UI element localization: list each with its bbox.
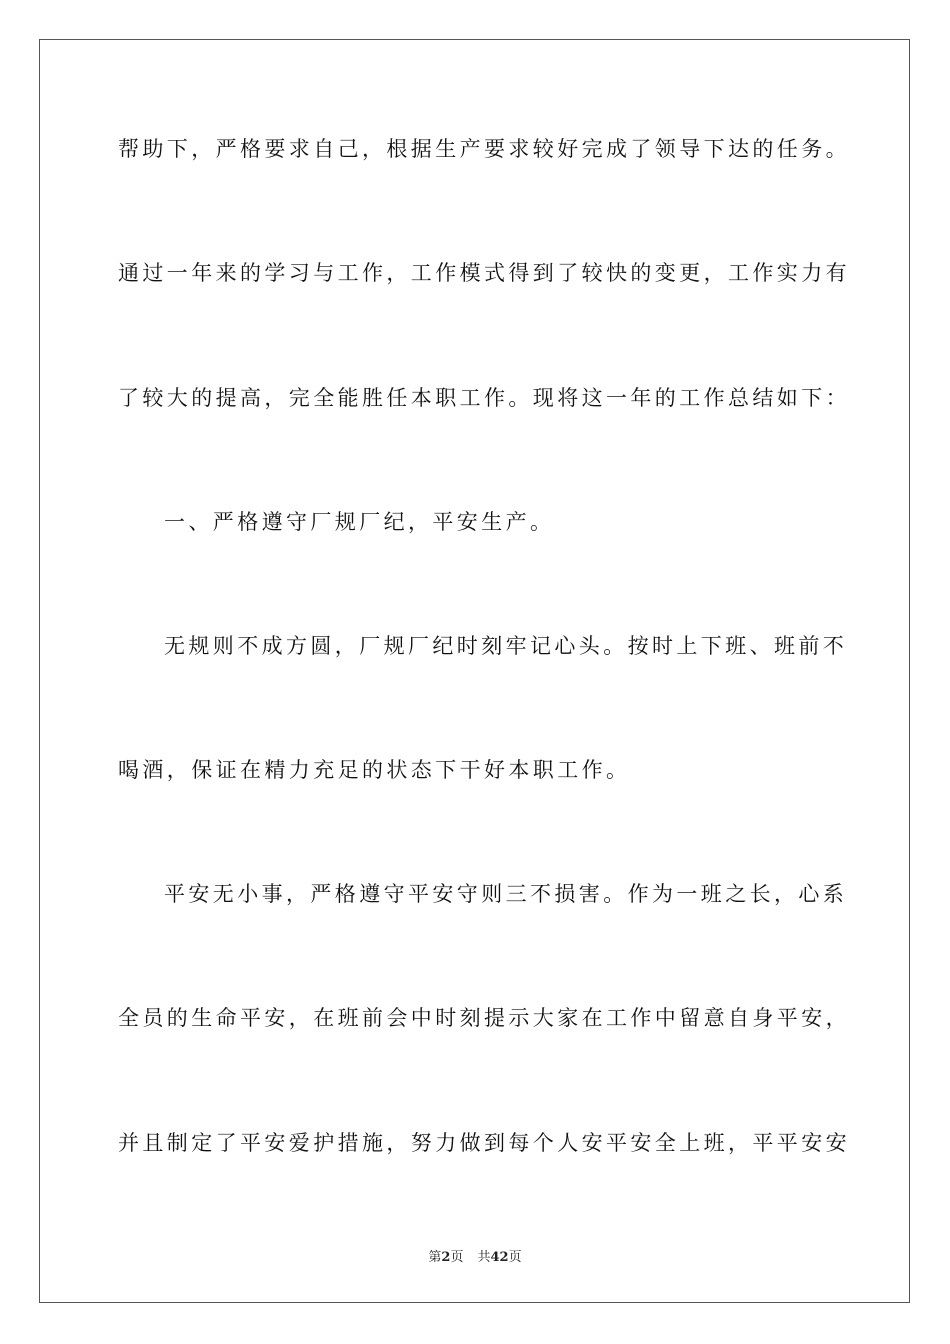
body-text-line-8: 全员的生命平安，在班前会中时刻提示大家在工作中留意自身平安， bbox=[118, 1006, 850, 1030]
page-border bbox=[39, 39, 910, 1303]
total-label-suffix: 页 bbox=[508, 1250, 522, 1265]
page-label-prefix: 第 bbox=[428, 1250, 442, 1265]
body-text-line-7: 平安无小事，严格遵守平安守则三不损害。作为一班之长，心系 bbox=[164, 882, 848, 906]
body-text-line-2: 通过一年来的学习与工作，工作模式得到了较快的变更，工作实力有 bbox=[118, 261, 850, 285]
total-pages: 42 bbox=[490, 1250, 509, 1265]
body-text-line-6: 喝酒，保证在精力充足的状态下干好本职工作。 bbox=[118, 758, 631, 782]
page-label-suffix: 页 bbox=[450, 1250, 464, 1265]
page-footer bbox=[0, 1246, 950, 1265]
section-heading: 一、严格遵守厂规厂纪，平安生产。 bbox=[164, 510, 555, 534]
body-text-line-5: 无规则不成方圆，厂规厂纪时刻牢记心头。按时上下班、班前不 bbox=[164, 634, 848, 658]
total-label-prefix: 共 bbox=[477, 1250, 491, 1265]
page-number: 2 bbox=[441, 1250, 451, 1265]
body-text-line-3: 了较大的提高，完全能胜任本职工作。现将这一年的工作总结如下： bbox=[118, 386, 850, 410]
body-text-line-1: 帮助下，严格要求自己，根据生产要求较好完成了领导下达的任务。 bbox=[118, 137, 850, 161]
body-text-line-9: 并且制定了平安爱护措施，努力做到每个人安平安全上班，平平安安 bbox=[118, 1131, 850, 1155]
